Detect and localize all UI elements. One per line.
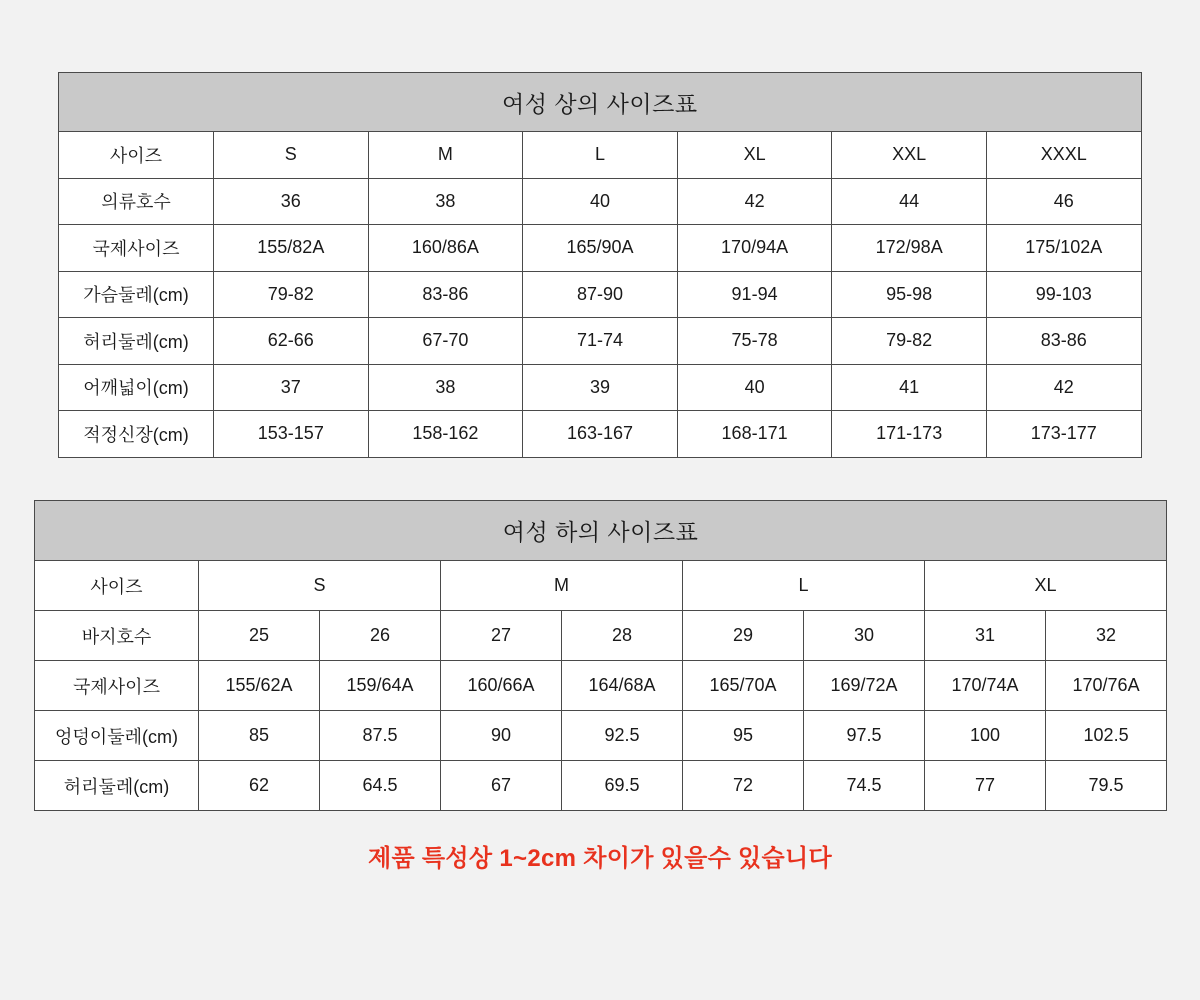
row-label: 허리둘레(cm) bbox=[59, 318, 214, 365]
row-label: 가슴둘레(cm) bbox=[59, 271, 214, 318]
table-cell: 27 bbox=[441, 611, 562, 661]
table-cell: XXXL bbox=[986, 132, 1141, 179]
table-cell: 175/102A bbox=[986, 225, 1141, 272]
table-cell: 92.5 bbox=[562, 711, 683, 761]
table-cell: 169/72A bbox=[804, 661, 925, 711]
row-label: 허리둘레(cm) bbox=[35, 761, 199, 811]
bottom-table-title: 여성 하의 사이즈표 bbox=[35, 501, 1167, 561]
table-row bbox=[59, 178, 1142, 225]
table-row bbox=[35, 611, 1167, 661]
row-label: 적정신장(cm) bbox=[59, 411, 214, 458]
table-cell: M bbox=[441, 561, 683, 611]
table-cell: 67 bbox=[441, 761, 562, 811]
table-cell: XXL bbox=[832, 132, 987, 179]
table-cell: 77 bbox=[925, 761, 1046, 811]
table-cell: 172/98A bbox=[832, 225, 987, 272]
table-row bbox=[35, 761, 1167, 811]
table-cell: 40 bbox=[523, 178, 678, 225]
table-cell: L bbox=[683, 561, 925, 611]
table-cell: 99-103 bbox=[986, 271, 1141, 318]
table-cell: 42 bbox=[986, 364, 1141, 411]
table-cell: 90 bbox=[441, 711, 562, 761]
table-cell: 42 bbox=[677, 178, 832, 225]
table-row bbox=[59, 132, 1142, 179]
table-row bbox=[35, 561, 1167, 611]
row-label: 국제사이즈 bbox=[59, 225, 214, 272]
table-cell: 171-173 bbox=[832, 411, 987, 458]
measurement-tolerance-note: 제품 특성상 1~2cm 차이가 있을수 있습니다 bbox=[368, 845, 832, 872]
table-cell: 40 bbox=[677, 364, 832, 411]
table-cell: 25 bbox=[199, 611, 320, 661]
row-label: 사이즈 bbox=[59, 132, 214, 179]
table-cell: 30 bbox=[804, 611, 925, 661]
table-cell: 31 bbox=[925, 611, 1046, 661]
table-cell: 29 bbox=[683, 611, 804, 661]
table-cell: 160/86A bbox=[368, 225, 523, 272]
table-cell: 155/82A bbox=[214, 225, 369, 272]
row-label: 어깨넓이(cm) bbox=[59, 364, 214, 411]
womens-top-size-table bbox=[58, 72, 1142, 458]
table-cell: 83-86 bbox=[986, 318, 1141, 365]
row-label: 사이즈 bbox=[35, 561, 199, 611]
table-title-row bbox=[35, 501, 1167, 561]
table-row bbox=[35, 711, 1167, 761]
table-cell: 158-162 bbox=[368, 411, 523, 458]
womens-bottom-size-table bbox=[34, 500, 1167, 811]
table-cell: 39 bbox=[523, 364, 678, 411]
table-cell: 72 bbox=[683, 761, 804, 811]
table-cell: 87.5 bbox=[320, 711, 441, 761]
table-cell: 168-171 bbox=[677, 411, 832, 458]
table-cell: 87-90 bbox=[523, 271, 678, 318]
table-cell: 37 bbox=[214, 364, 369, 411]
table-row bbox=[59, 225, 1142, 272]
table-cell: 44 bbox=[832, 178, 987, 225]
table-cell: 85 bbox=[199, 711, 320, 761]
table-cell: 165/70A bbox=[683, 661, 804, 711]
table-cell: 170/76A bbox=[1046, 661, 1167, 711]
table-row bbox=[59, 411, 1142, 458]
table-cell: 74.5 bbox=[804, 761, 925, 811]
table-cell: 69.5 bbox=[562, 761, 683, 811]
table-cell: 79-82 bbox=[214, 271, 369, 318]
table-cell: 26 bbox=[320, 611, 441, 661]
table-cell: 170/94A bbox=[677, 225, 832, 272]
table-cell: 95 bbox=[683, 711, 804, 761]
table-cell: 67-70 bbox=[368, 318, 523, 365]
table-cell: 64.5 bbox=[320, 761, 441, 811]
table-cell: 32 bbox=[1046, 611, 1167, 661]
table-cell: 91-94 bbox=[677, 271, 832, 318]
table-cell: 102.5 bbox=[1046, 711, 1167, 761]
table-cell: 173-177 bbox=[986, 411, 1141, 458]
table-row bbox=[35, 661, 1167, 711]
table-cell: M bbox=[368, 132, 523, 179]
table-cell: 62 bbox=[199, 761, 320, 811]
table-cell: 71-74 bbox=[523, 318, 678, 365]
table-title-row bbox=[59, 73, 1142, 132]
table-cell: 28 bbox=[562, 611, 683, 661]
table-cell: S bbox=[199, 561, 441, 611]
table-cell: L bbox=[523, 132, 678, 179]
table-cell: 100 bbox=[925, 711, 1046, 761]
table-row bbox=[59, 318, 1142, 365]
row-label: 국제사이즈 bbox=[35, 661, 199, 711]
table-cell: 97.5 bbox=[804, 711, 925, 761]
table-cell: 155/62A bbox=[199, 661, 320, 711]
row-label: 바지호수 bbox=[35, 611, 199, 661]
table-cell: 153-157 bbox=[214, 411, 369, 458]
table-cell: XL bbox=[677, 132, 832, 179]
table-cell: 83-86 bbox=[368, 271, 523, 318]
table-row bbox=[59, 271, 1142, 318]
table-cell: 159/64A bbox=[320, 661, 441, 711]
table-cell: 79-82 bbox=[832, 318, 987, 365]
table-row bbox=[59, 364, 1142, 411]
table-cell: 62-66 bbox=[214, 318, 369, 365]
table-cell: 163-167 bbox=[523, 411, 678, 458]
row-label: 의류호수 bbox=[59, 178, 214, 225]
top-table-title: 여성 상의 사이즈표 bbox=[59, 73, 1142, 132]
table-cell: 46 bbox=[986, 178, 1141, 225]
table-cell: 95-98 bbox=[832, 271, 987, 318]
table-cell: 170/74A bbox=[925, 661, 1046, 711]
row-label: 엉덩이둘레(cm) bbox=[35, 711, 199, 761]
table-cell: 41 bbox=[832, 364, 987, 411]
table-cell: 38 bbox=[368, 178, 523, 225]
table-cell: XL bbox=[925, 561, 1167, 611]
table-cell: 38 bbox=[368, 364, 523, 411]
table-cell: 79.5 bbox=[1046, 761, 1167, 811]
table-cell: 75-78 bbox=[677, 318, 832, 365]
table-cell: 160/66A bbox=[441, 661, 562, 711]
table-cell: 165/90A bbox=[523, 225, 678, 272]
table-cell: 164/68A bbox=[562, 661, 683, 711]
table-cell: S bbox=[214, 132, 369, 179]
table-cell: 36 bbox=[214, 178, 369, 225]
